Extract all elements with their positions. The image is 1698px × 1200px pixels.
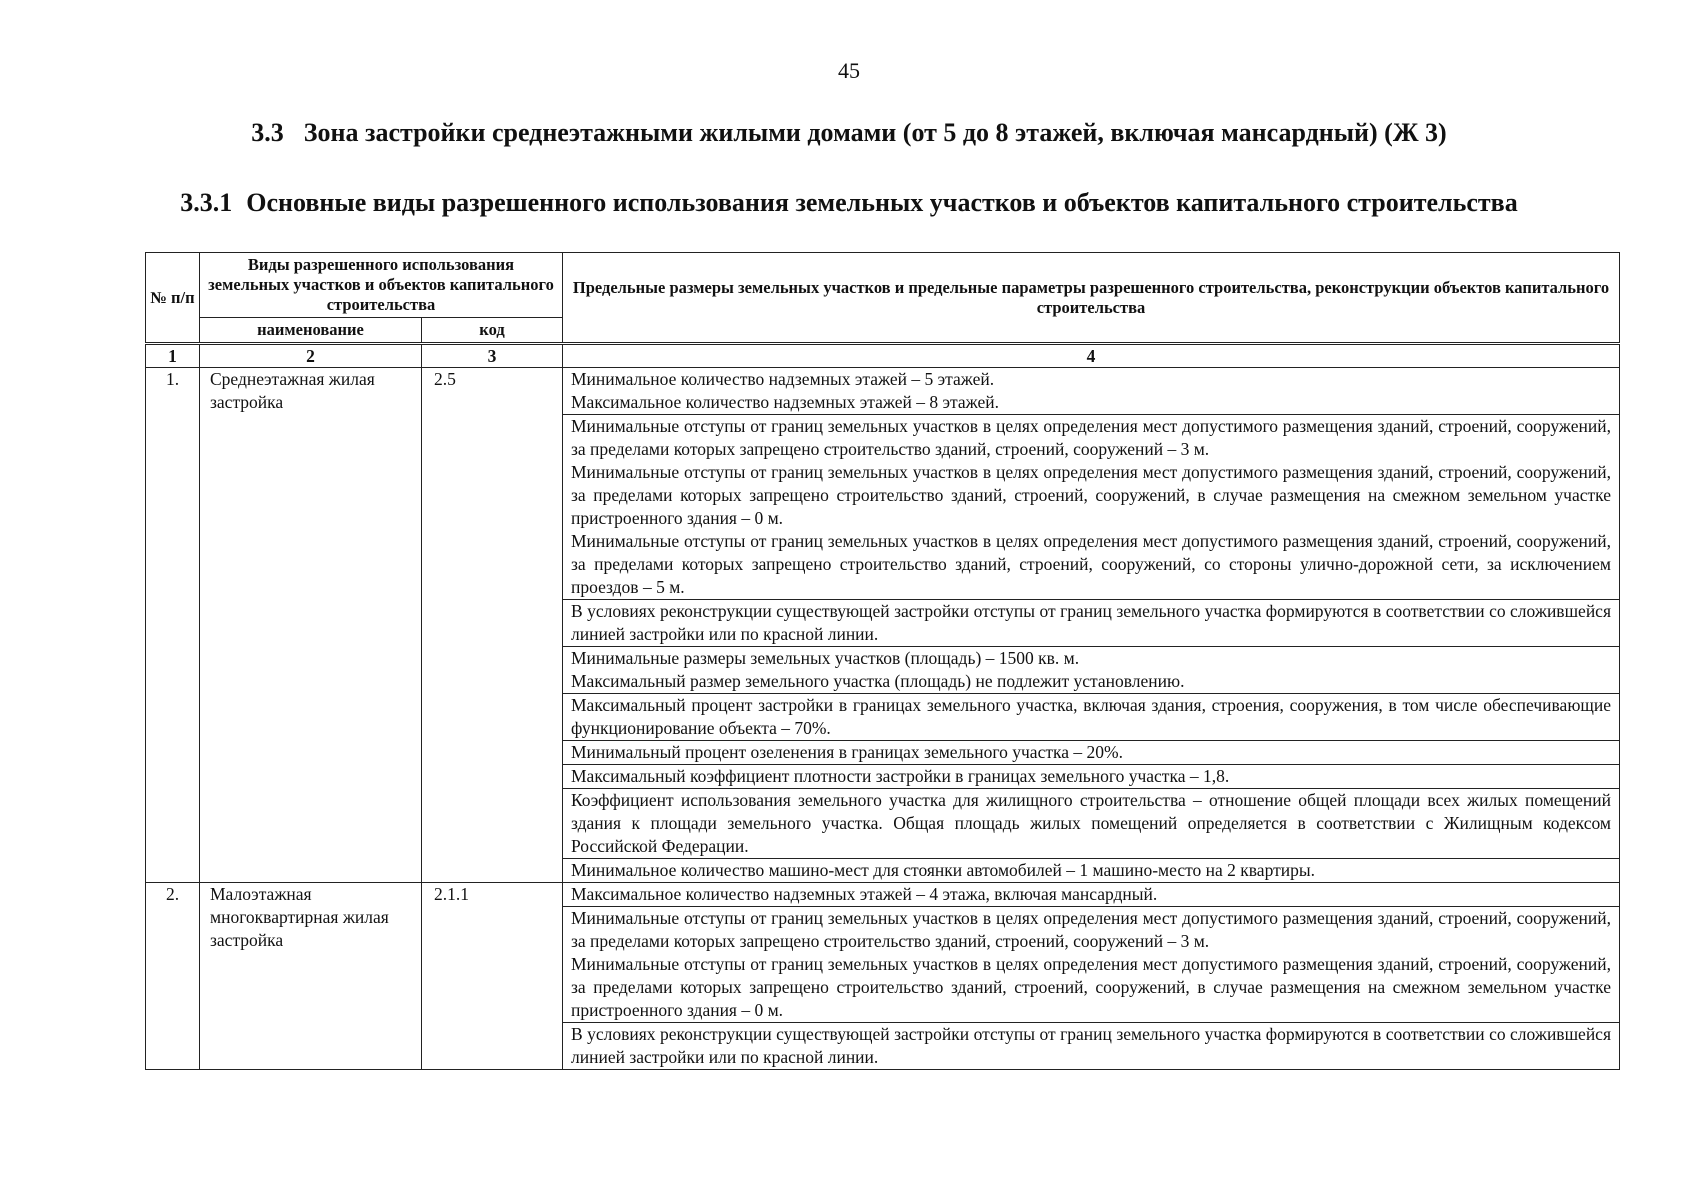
row-parameter-cell [563,859,1620,883]
section-number: 3.3 [251,118,284,147]
row-use-code: 2.5 [422,368,563,883]
subsection-title: Основные виды разрешенного использования земельных участков и объектов капитального строительства [246,188,1518,217]
row-parameter-cell [563,1023,1620,1070]
table-header [146,253,1620,344]
table-row [146,883,1620,907]
row-parameter-cell [563,647,1620,694]
row-number: 2. [146,883,200,1070]
page-number: 45 [838,58,860,83]
row-parameter-cell [563,415,1620,600]
parameter-text: Минимальный процент озеленения в границах земельного участка – 20%. [571,742,1123,762]
zoning-table [145,252,1620,1070]
parameter-text: Минимальные отступы от границ земельных участков в целях определения мест допустимого размещения зданий, строений, сооружений, за пределами которых запрещено строительство зданий, строений, сооружений, в случае размещения на смежном земельном участке пристроенного здания – 0 м. [571,954,1611,1020]
parameter-text: Минимальное количество машино-мест для стоянки автомобилей – 1 машино-место на 2 квартиры. [571,860,1315,880]
subsection-heading [0,188,1698,218]
row-parameter-cell [563,741,1620,765]
row-parameter-cell [563,789,1620,859]
row-number: 1. [146,368,200,883]
table-row [146,368,1620,415]
parameter-text: Минимальные отступы от границ земельных участков в целях определения мест допустимого размещения зданий, строений, сооружений, за пределами которых запрещено строительство зданий, строений, сооружений, со стороны улично-дорожной сети, за исключением проездов – 5 м. [571,531,1611,597]
parameter-text: В условиях реконструкции существующей застройки отступы от границ земельного участка формируются в соответствии со сложившейся линией застройки или по красной линии. [571,1024,1611,1067]
row-parameter-cell [563,907,1620,1023]
header-code: код [422,318,563,344]
header-limits: Предельные размеры земельных участков и предельные параметры разрешенного строительства, реконструкции объектов капитального строительства [563,253,1620,344]
parameter-text: Максимальный коэффициент плотности застройки в границах земельного участка – 1,8. [571,766,1230,786]
row-parameter-cell [563,694,1620,741]
section-heading [0,118,1698,148]
subsection-number: 3.3.1 [180,188,233,217]
header-types: Виды разрешенного использования земельных участков и объектов капитального строительства [200,253,563,318]
row-parameter-cell [563,765,1620,789]
column-number: 4 [563,344,1620,368]
parameter-text: Максимальное количество надземных этажей – 8 этажей. [571,392,1000,412]
row-parameter-cell [563,600,1620,647]
section-title: Зона застройки среднеэтажными жилыми домами (от 5 до 8 этажей, включая мансардный) (Ж 3) [303,118,1447,147]
parameter-text: Максимальный размер земельного участка (площадь) не подлежит установлению. [571,671,1185,691]
parameter-text: Максимальное количество надземных этажей – 4 этажа, включая мансардный. [571,884,1158,904]
parameter-text: Минимальное количество надземных этажей – 5 этажей. [571,369,995,389]
column-number: 3 [422,344,563,368]
row-parameter-cell [563,883,1620,907]
header-name: наименование [200,318,422,344]
column-number: 2 [200,344,422,368]
parameter-text: Минимальные отступы от границ земельных участков в целях определения мест допустимого размещения зданий, строений, сооружений, за пределами которых запрещено строительство зданий, строений, сооружений – 3 м. [571,908,1611,951]
column-numbers-row [146,344,1620,368]
parameter-text: Минимальные отступы от границ земельных участков в целях определения мест допустимого размещения зданий, строений, сооружений, за пределами которых запрещено строительство зданий, строений, сооружений – 3 м. [571,416,1611,459]
parameter-text: Максимальный процент застройки в границах земельного участка, включая здания, строения, сооружения, в том числе обеспечивающие функционирование объекта – 70%. [571,695,1611,738]
parameter-text: Минимальные отступы от границ земельных участков в целях определения мест допустимого размещения зданий, строений, сооружений, за пределами которых запрещено строительство зданий, строений, сооружений, в случае размещения на смежном земельном участке пристроенного здания – 0 м. [571,462,1611,528]
row-parameter-cell [563,368,1620,415]
parameter-text: Минимальные размеры земельных участков (площадь) – 1500 кв. м. [571,648,1080,668]
column-number: 1 [146,344,200,368]
table-body [146,344,1620,1070]
row-use-name: Среднеэтажная жилая застройка [200,368,422,883]
row-use-name: Малоэтажная многоквартирная жилая застройка [200,883,422,1070]
row-use-code: 2.1.1 [422,883,563,1070]
parameter-text: В условиях реконструкции существующей застройки отступы от границ земельного участка формируются в соответствии со сложившейся линией застройки или по красной линии. [571,601,1611,644]
header-num: № п/п [146,253,200,344]
parameter-text: Коэффициент использования земельного участка для жилищного строительства – отношение общей площади всех жилых помещений здания к площади земельного участка. Общая площадь жилых помещений определяется в соответствии с Жилищным кодексом Российской Федерации. [571,790,1611,856]
